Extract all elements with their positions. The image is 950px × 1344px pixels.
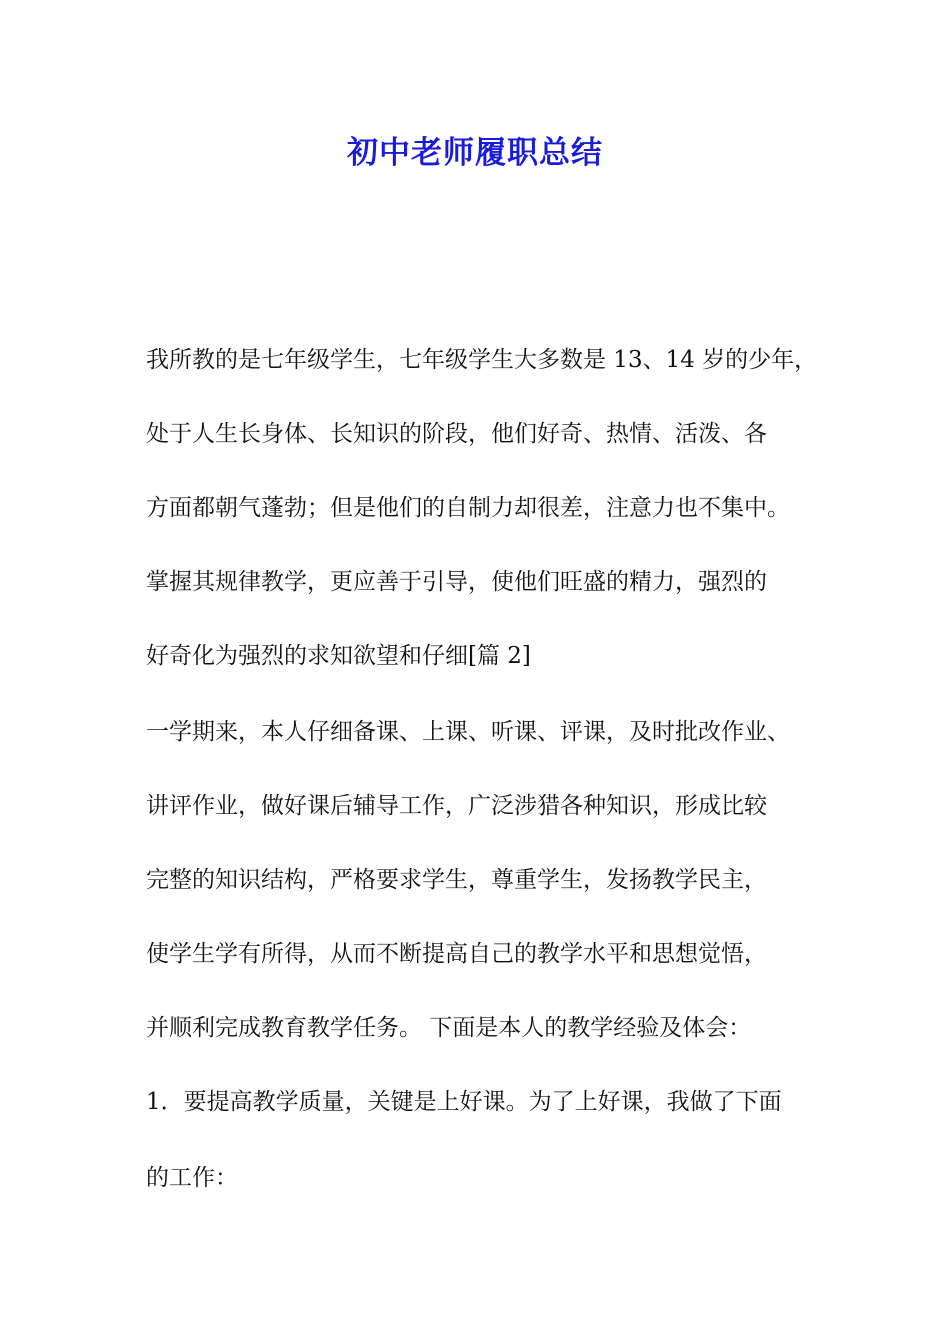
body-line: 掌握其规律教学，更应善于引导，使他们旺盛的精力，强烈的 [146, 569, 767, 595]
body-line: 方面都朝气蓬勃；但是他们的自制力却很差，注意力也不集中。 [146, 495, 790, 521]
body-line: 讲评作业，做好课后辅导工作，广泛涉猎各种知识，形成比较 [146, 793, 767, 819]
body-line: 我所教的是七年级学生，七年级学生大多数是 13、14 岁的少年， [146, 347, 818, 373]
body-line: 使学生学有所得，从而不断提高自己的教学水平和思想觉悟， [146, 941, 767, 967]
body-line: 处于人生长身体、长知识的阶段，他们好奇、热情、活泼、各 [146, 421, 767, 447]
document-title: 初中老师履职总结 [347, 135, 603, 171]
body-line: 的工作： [146, 1165, 238, 1191]
body-line: 并顺利完成教育教学任务。 下面是本人的教学经验及体会： [146, 1015, 752, 1041]
body-line: 完整的知识结构，严格要求学生，尊重学生，发扬教学民主， [146, 867, 767, 893]
body-line: 一学期来，本人仔细备课、上课、听课、评课，及时批改作业、 [146, 719, 790, 745]
body-line: 好奇化为强烈的求知欲望和仔细[篇 2] [146, 643, 531, 669]
body-line: 1．要提高教学质量，关键是上好课。为了上好课，我做了下面 [146, 1089, 782, 1115]
